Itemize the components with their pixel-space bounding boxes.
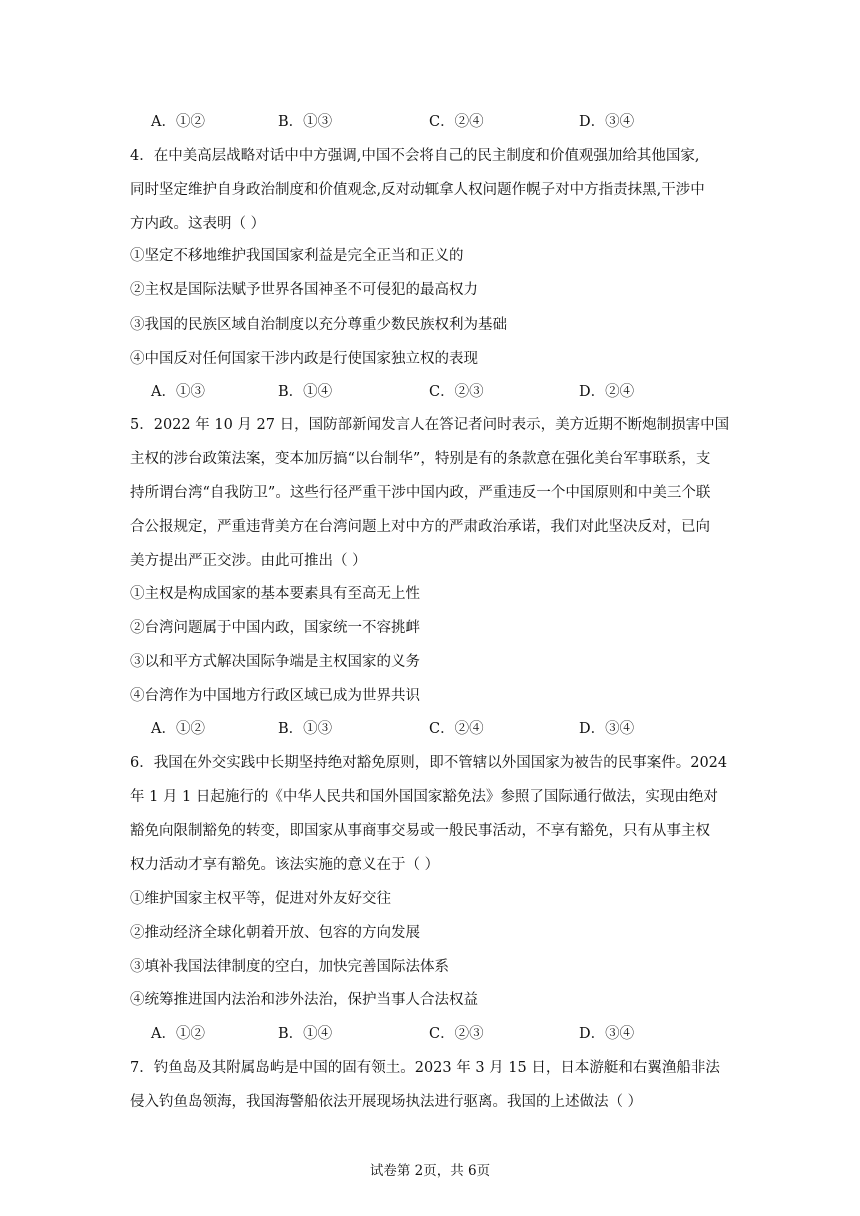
- q4-stem-line: 方内政。这表明（ ）: [130, 216, 266, 232]
- q6-stem-line: 权力活动才享有豁免。该法实施的意义在于（ ）: [130, 857, 440, 873]
- q6-option-c: C．②③: [429, 1026, 484, 1042]
- q5-statement-4: ④台湾作为中国地方行政区域已成为世界共识: [130, 688, 420, 704]
- q5-stem-line: 主权的涉台政策法案，变本加厉搞“以台制华”，特别是有的条款意在强化美台军事联系，支: [130, 451, 711, 467]
- q6-statement-2: ②推动经济全球化朝着开放、包容的方向发展: [130, 925, 420, 941]
- q7-stem-line: 7．钓鱼岛及其附属岛屿是中国的固有领土。2023 年 3 月 15 日，日本游艇和右翼渔船非法: [130, 1060, 720, 1076]
- q3-option-c: C．②④: [429, 114, 484, 130]
- q3-option-d: D．③④: [579, 114, 635, 130]
- q3-option-a: A．①②: [151, 114, 205, 130]
- q5-stem-line: 5．2022 年 10 月 27 日，国防部新闻发言人在答记者问时表示，美方近期不断炮制损害中国: [130, 417, 730, 433]
- q6-statement-4: ④统筹推进国内法治和涉外法治，保护当事人合法权益: [130, 992, 478, 1008]
- q5-options: [151, 719, 751, 739]
- q5-statement-3: ③以和平方式解决国际争端是主权国家的义务: [130, 654, 420, 670]
- q4-stem-line: 同时坚定维护自身政治制度和价值观念,反对动辄拿人权问题作幌子对中方指责抹黑,干涉中: [130, 182, 705, 198]
- q4-options: [151, 382, 751, 402]
- q5-stem-line: 持所谓台湾“自我防卫”。这些行径严重干涉中国内政，严重违反一个中国原则和中美三个联: [130, 485, 711, 501]
- q6-option-a: A．①②: [151, 1026, 205, 1042]
- q3-option-b: B．①③: [278, 114, 333, 130]
- q5-stem-line: 美方提出严正交涉。由此可推出（ ）: [130, 553, 367, 569]
- q4-statement-4: ④中国反对任何国家干涉内政是行使国家独立权的表现: [130, 351, 478, 367]
- q4-option-a: A．①③: [151, 384, 205, 400]
- q4-option-b: B．①④: [278, 384, 333, 400]
- q6-stem-line: 豁免向限制豁免的转变，即国家从事商事交易或一般民事活动，不享有豁免，只有从事主权: [130, 823, 710, 839]
- page-footer: 试卷第 2页，共 6页: [369, 1163, 491, 1179]
- q5-option-d: D．③④: [579, 721, 635, 737]
- q6-option-d: D．③④: [579, 1026, 635, 1042]
- q6-stem-line: 年 1 月 1 日起施行的《中华人民共和国外国国家豁免法》参照了国际通行做法，实现由绝对: [130, 789, 718, 805]
- q6-statement-3: ③填补我国法律制度的空白，加快完善国际法体系: [130, 959, 449, 975]
- q6-statement-1: ①维护国家主权平等，促进对外友好交往: [130, 891, 391, 907]
- q6-options: [151, 1024, 751, 1044]
- q4-option-c: C．②③: [429, 384, 484, 400]
- q6-stem-line: 6．我国在外交实践中长期坚持绝对豁免原则，即不管辖以外国国家为被告的民事案件。2024: [130, 755, 728, 771]
- q3-options: [151, 112, 751, 132]
- q4-statement-1: ①坚定不移地维护我国国家利益是完全正当和正义的: [130, 248, 464, 264]
- q5-option-b: B．①③: [278, 721, 333, 737]
- q4-statement-3: ③我国的民族区域自治制度以充分尊重少数民族权利为基础: [130, 317, 507, 333]
- q7-stem-line: 侵入钓鱼岛领海，我国海警船依法开展现场执法进行驱离。我国的上述做法（ ）: [130, 1094, 643, 1110]
- q5-option-c: C．②④: [429, 721, 484, 737]
- q4-stem-line: 4．在中美高层战略对话中中方强调,中国不会将自己的民主制度和价值观强加给其他国家,: [130, 148, 700, 164]
- q4-option-d: D．②④: [579, 384, 635, 400]
- q4-statement-2: ②主权是国际法赋予世界各国神圣不可侵犯的最高权力: [130, 282, 478, 298]
- q5-statement-1: ①主权是构成国家的基本要素具有至高无上性: [130, 586, 420, 602]
- q6-option-b: B．①④: [278, 1026, 333, 1042]
- q5-stem-line: 合公报规定，严重违背美方在台湾问题上对中方的严肃政治承诺，我们对此坚决反对，已向: [130, 519, 710, 535]
- q5-statement-2: ②台湾问题属于中国内政，国家统一不容挑衅: [130, 620, 420, 636]
- q5-option-a: A．①②: [151, 721, 205, 737]
